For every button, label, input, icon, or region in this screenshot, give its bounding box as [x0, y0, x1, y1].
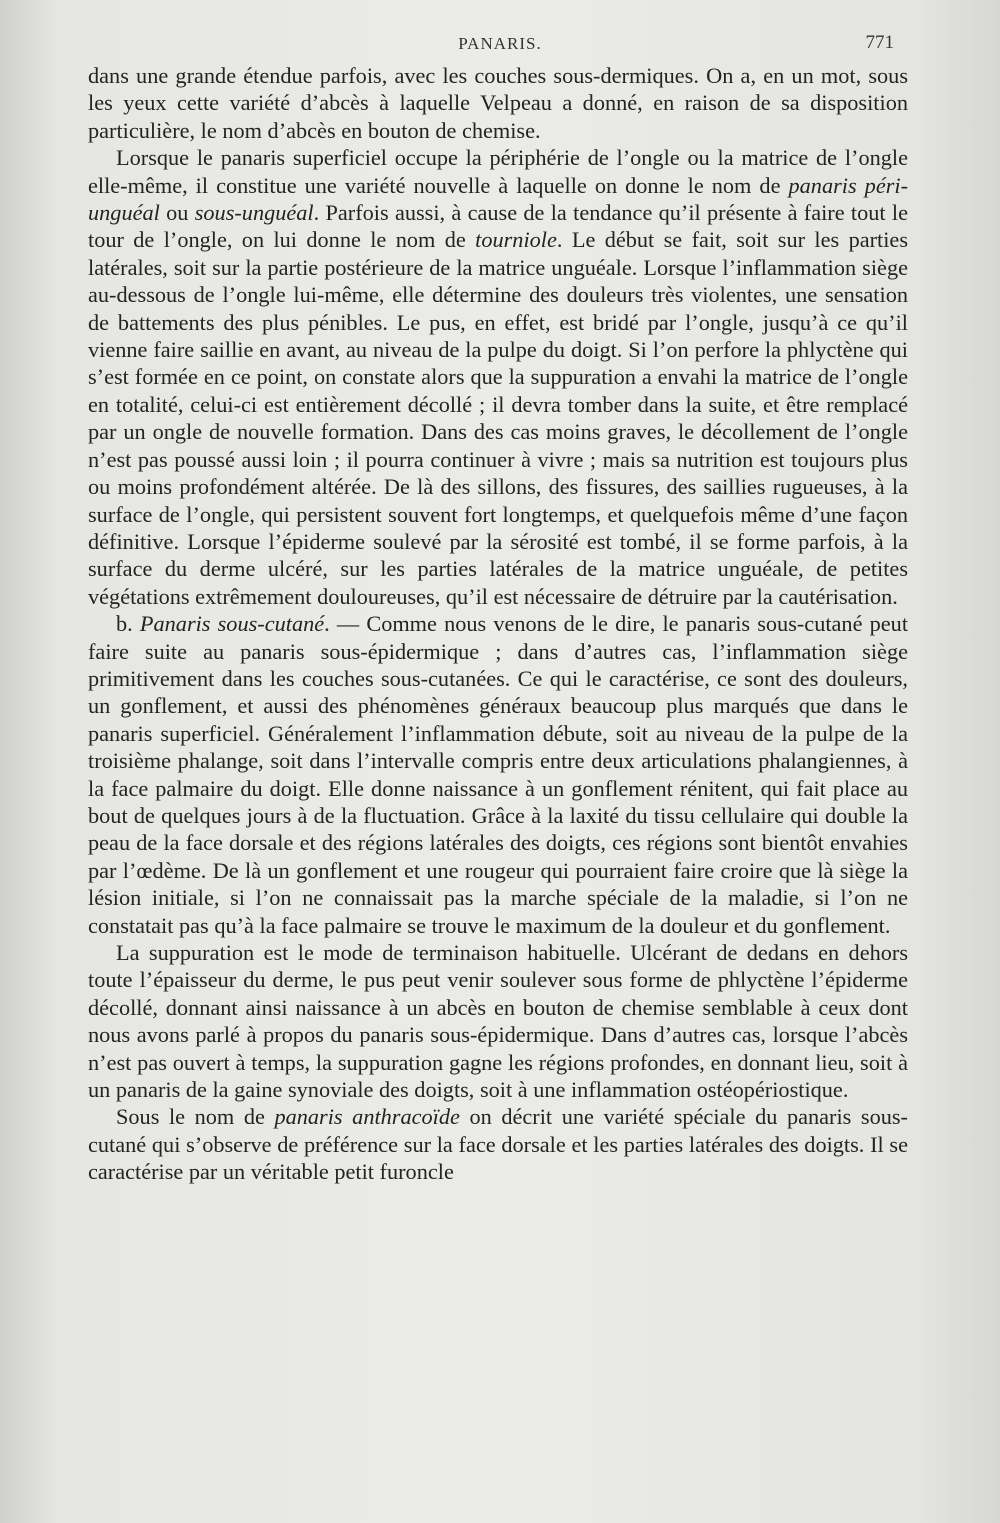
text-run: on décrit une variété spéciale du panaris sous-cutané qui s’observe de préférence sur la face dorsale et les parties latérales des doigts. Il se caractérise par un véritable petit furoncle	[88, 1104, 908, 1185]
italic-term: sous-unguéal	[194, 200, 314, 226]
italic-term: tourniole	[475, 227, 557, 253]
text-run: . Le début se fait, soit sur les parties latérales, soit sur la partie postérieure de la matrice unguéale. Lorsque l’inflammation siège au-dessous de l’ongle lui-même, elle détermine des douleurs très violentes, une sensation de battements des plus pénibles. Le pus, en effet, est bridé par l’ongle, jusqu’à ce qu’il vienne faire saillie en avant, au niveau de la pulpe du doigt. Si l’on perfore la phlyctène qui s’est formée en ce point, on constate alors que la suppuration a envahi la matrice de l’ongle en totalité, celui-ci est entièrement décollé ; il devra tomber dans la suite, et être remplacé par un ongle de nouvelle formation. Dans des cas moins graves, le décollement de l’ongle n’est pas poussé aussi loin ; il pourra continuer à vivre ; mais sa nutrition est toujours plus ou moins profondément altérée. De là des sillons, des fissures, des saillies rugueuses, à la surface de l’ongle, qui persistent souvent fort longtemps, et quelquefois même d’une façon définitive. Lorsque l’épiderme soulevé par la sérosité est tombé, il se forme parfois, à la surface du derme ulcéré, sur les parties latérales de la matrice unguéale, de petites végétations extrêmement douloureuses, qu’il est nécessaire de détruire par la cautérisation.	[88, 227, 908, 609]
text-run: La suppuration est le mode de terminaison habituelle. Ulcérant de dedans en dehors toute l’épaisseur du derme, le pus peut venir soulever sous forme de phlyctène l’épiderme décollé, donnant ainsi naissance à un abcès en bouton de chemise semblable à ceux dont nous avons parlé à propos du panaris sous-épidermique. Dans d’autres cas, lorsque l’abcès n’est pas ouvert à temps, la suppuration gagne les régions profondes, en donnant lieu, soit à un panaris de la gaine synoviale des doigts, soit à une inflammation ostéopériostique.	[88, 940, 908, 1103]
italic-term: panaris anthracoïde	[274, 1104, 460, 1130]
body-text	[88, 62, 908, 1186]
paragraph-suppuration	[88, 939, 908, 1103]
text-run: . Parfois aussi, à cause de la tendance qu’il présente à faire tout le tour de l’ongle, on lui donne le nom de	[88, 200, 908, 253]
text-run: b.	[116, 611, 140, 637]
page-header	[0, 30, 1000, 62]
paragraph-panaris-peri-ungueal	[88, 144, 908, 610]
page-number: 771	[865, 32, 894, 53]
paragraph-abces-bouton	[88, 62, 908, 144]
text-run: ou	[159, 200, 195, 226]
text-run: dans une grande étendue parfois, avec les couches sous-dermiques. On a, en un mot, sous les yeux cette variété d’abcès à laquelle Velpeau a donné, en raison de sa disposition particulière, le nom d’abcès en bouton de chemise.	[88, 63, 908, 143]
text-run: . — Comme nous venons de le dire, le panaris sous-cutané peut faire suite au panaris sous-épidermique ; dans d’autres cas, l’inflammation siège primitivement dans les couches sous-cutanées. Ce qui le caractérise, ce sont des douleurs, un gonflement, et aussi des phénomènes généraux beaucoup plus marqués que dans le panaris superficiel. Généralement l’inflammation débute, soit au niveau de la pulpe de la troisième phalange, soit dans l’intervalle compris entre deux articulations phalangiennes, à la face palmaire du doigt. Elle donne naissance à un gonflement rénitent, qui fait place au bout de quelques jours à de la fluctuation. Grâce à la laxité du tissu cellulaire qui double la peau de la face dorsale et des régions latérales des doigts, ces régions sont bientôt envahies par l’œdème. De là un gonflement et une rougeur qui pourraient faire croire que là siège la lésion initiale, si l’on ne connaissait pas la marche spéciale de la maladie, si l’on ne constatait pas qu’à la face palmaire se trouve le maximum de la douleur et du gonflement.	[88, 611, 909, 938]
italic-term: panaris péri-unguéal	[88, 172, 909, 226]
paragraph-panaris-anthracoide	[88, 1103, 908, 1185]
text-run: Sous le nom de	[116, 1104, 275, 1130]
section-heading-italic: Panaris sous-cutané	[139, 611, 325, 637]
text-run: Lorsque le panaris superficiel occupe la périphérie de l’ongle ou la matrice de l’ongle elle-même, il constitue une variété nouvelle à laquelle on donne le nom de	[88, 145, 908, 198]
running-title: PANARIS.	[458, 34, 542, 53]
paragraph-panaris-sous-cutane	[88, 610, 908, 939]
